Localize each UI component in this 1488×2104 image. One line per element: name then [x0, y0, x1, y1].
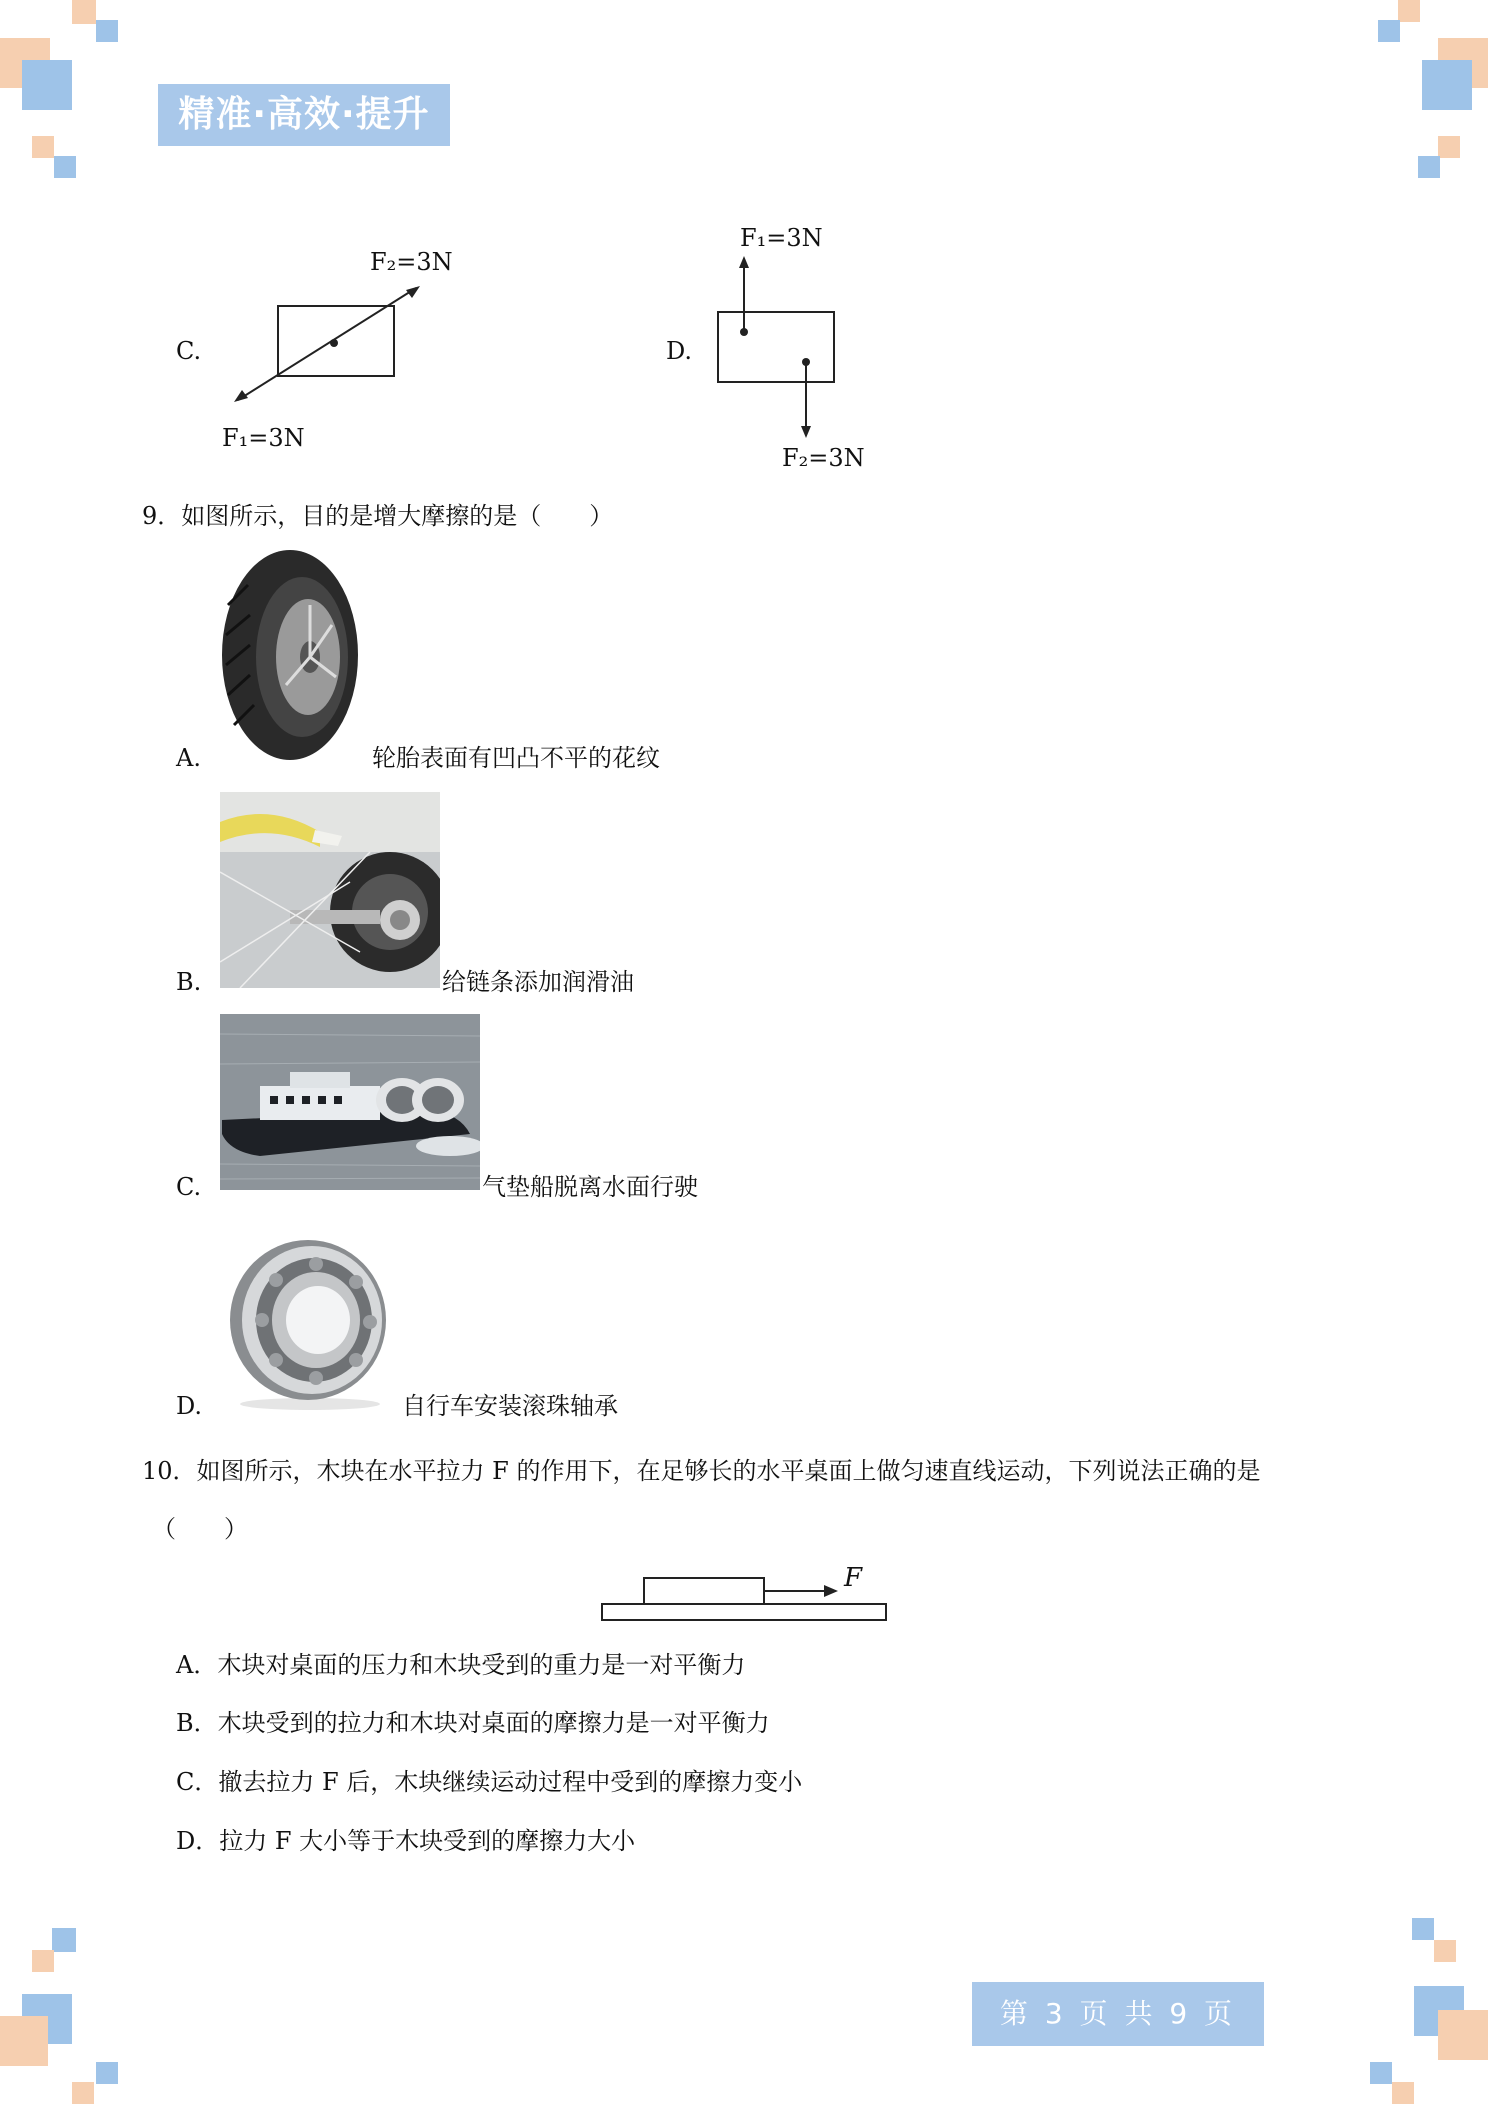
q9-option-d-caption: 自行车安装滚珠轴承 [402, 1392, 618, 1420]
q9-option-b-label: B. [176, 968, 202, 996]
bearing-image [220, 1230, 400, 1412]
q9-stem: 9．如图所示，目的是增大摩擦的是（ ） [142, 502, 614, 530]
label-f2: F₂=3N [782, 444, 865, 472]
arrowhead-f2 [801, 426, 811, 438]
label-f1: F₁=3N [222, 424, 305, 452]
page-number-badge: 第 3 页 共 9 页 [972, 1982, 1264, 2046]
tire-image [220, 545, 370, 760]
force-arrowhead [824, 1585, 838, 1597]
q10-option-c: C．撤去拉力 F 后，木块继续运动过程中受到的摩擦力变小 [176, 1768, 803, 1796]
q9-option-a-label: A. [176, 744, 201, 772]
q9-option-c-label: C. [176, 1173, 202, 1201]
label-f1: F₁=3N [740, 224, 823, 252]
table-surface [602, 1604, 886, 1620]
chain-oil-image [220, 792, 440, 988]
q10-stem-line1: 10．如图所示，木块在水平拉力 F 的作用下，在足够长的水平桌面上做匀速直线运动，下列说法正确的是 [142, 1457, 1261, 1485]
force-line [238, 288, 416, 400]
block-rect [718, 312, 834, 382]
arrowhead-f1 [739, 256, 749, 268]
arrowhead-f2 [406, 286, 420, 298]
q8-option-d-label: D. [666, 337, 693, 365]
force-label: F [844, 1563, 863, 1593]
q10-option-d: D．拉力 F 大小等于木块受到的摩擦力大小 [176, 1827, 636, 1855]
hovercraft-image [220, 1014, 480, 1190]
q10-stem-line2: （ ） [152, 1515, 248, 1543]
center-dot [330, 339, 338, 347]
q10-option-b: B．木块受到的拉力和木块对桌面的摩擦力是一对平衡力 [176, 1709, 770, 1737]
q9-option-b-caption: 给链条添加润滑油 [442, 968, 634, 996]
q10-option-a: A．木块对桌面的压力和木块受到的重力是一对平衡力 [176, 1651, 746, 1679]
header-badge: 精准·高效·提升 [158, 84, 450, 146]
q9-option-a-caption: 轮胎表面有凹凸不平的花纹 [372, 744, 660, 772]
q8-option-d-diagram [700, 220, 900, 480]
q9-option-c-caption: 气垫船脱离水面行驶 [482, 1173, 698, 1201]
q8-option-c-diagram [210, 240, 470, 460]
q8-option-c-label: C. [176, 337, 202, 365]
q9-option-d-label: D. [176, 1392, 203, 1420]
arrowhead-f1 [234, 390, 248, 402]
wooden-block [644, 1578, 764, 1604]
q10-figure [598, 1562, 898, 1626]
label-f2: F₂=3N [370, 248, 453, 276]
